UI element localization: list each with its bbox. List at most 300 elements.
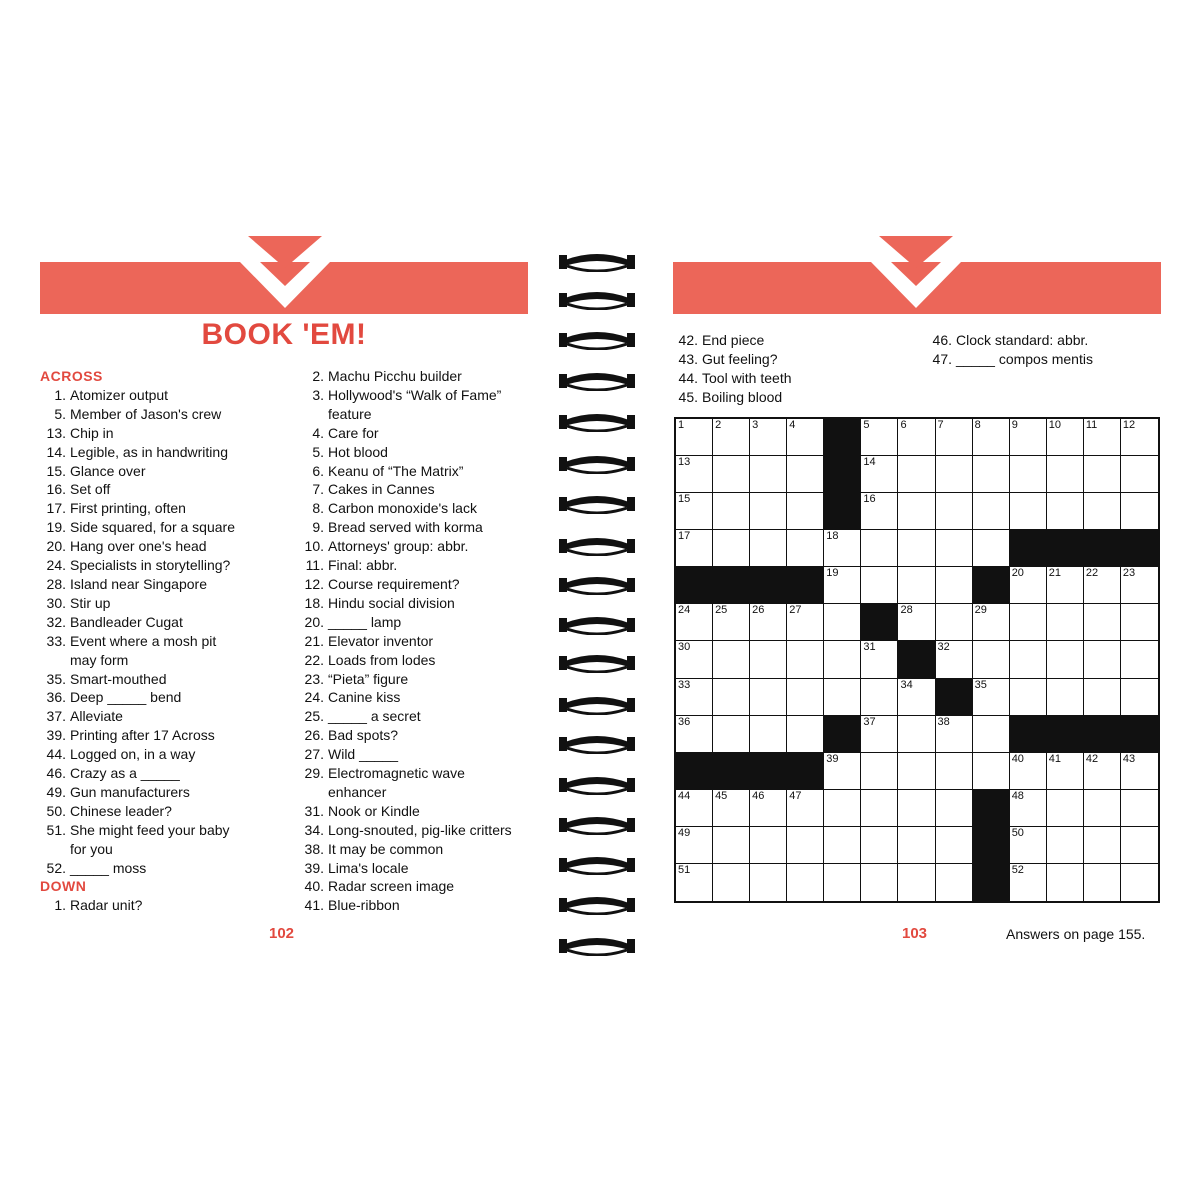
clue-down-27 <box>298 745 528 764</box>
answer-square[interactable] <box>1084 864 1121 901</box>
clue-number: 49. <box>46 783 66 800</box>
clue-text: Elevator inventor <box>328 632 434 649</box>
answer-square[interactable] <box>861 493 898 530</box>
clue-across-32 <box>40 613 280 632</box>
square-number: 31 <box>863 641 876 654</box>
clue-down-11 <box>298 556 528 575</box>
answer-square[interactable] <box>1084 827 1121 864</box>
answer-square[interactable] <box>1047 604 1084 641</box>
clue-number: 31. <box>304 802 324 819</box>
answer-square[interactable] <box>713 641 750 678</box>
answer-square[interactable] <box>1047 864 1084 901</box>
clue-text: Printing after 17 Across <box>70 727 215 744</box>
spiral-ring <box>558 934 636 956</box>
answer-square[interactable] <box>861 827 898 864</box>
answer-square[interactable] <box>898 864 935 901</box>
clue-text: Boiling blood <box>702 388 783 405</box>
answer-square[interactable] <box>1010 790 1047 827</box>
answer-square[interactable] <box>861 641 898 678</box>
answer-square[interactable] <box>1121 567 1158 604</box>
clue-number: 23. <box>304 670 324 687</box>
clue-text: _____ moss <box>70 859 147 876</box>
clue-number: 13. <box>46 424 66 441</box>
clue-text: Stir up <box>70 594 111 611</box>
answer-square[interactable] <box>1047 567 1084 604</box>
black-square <box>898 641 935 678</box>
answer-square[interactable] <box>750 827 787 864</box>
clue-text: Member of Jason's crew <box>70 405 222 422</box>
square-number: 40 <box>1011 752 1024 765</box>
answer-square[interactable] <box>713 456 750 493</box>
answer-square[interactable] <box>750 419 787 456</box>
answer-square[interactable] <box>824 679 861 716</box>
answer-square[interactable] <box>676 827 713 864</box>
answer-square[interactable] <box>787 419 824 456</box>
across-clues-column <box>40 367 280 915</box>
square-number: 48 <box>1011 789 1024 802</box>
answer-square[interactable] <box>936 567 973 604</box>
answer-square[interactable] <box>750 641 787 678</box>
answer-square[interactable] <box>1121 419 1158 456</box>
answer-square[interactable] <box>1084 419 1121 456</box>
clue-number: 45. <box>678 388 698 405</box>
square-number: 34 <box>900 678 913 691</box>
down-clues-column <box>298 367 528 915</box>
black-square <box>973 790 1010 827</box>
clue-down-21 <box>298 632 528 651</box>
answer-square[interactable] <box>936 530 973 567</box>
answer-square[interactable] <box>936 753 973 790</box>
answer-square[interactable] <box>898 456 935 493</box>
clue-text: Long-snouted, pig-like critters <box>328 821 512 838</box>
answer-square[interactable] <box>1047 679 1084 716</box>
answer-square[interactable] <box>1084 641 1121 678</box>
clue-number: 36. <box>46 689 66 706</box>
clue-text: Deep _____ bend <box>70 689 182 706</box>
answer-square[interactable] <box>1121 827 1158 864</box>
clue-text: Bandleader Cugat <box>70 613 183 630</box>
answer-square[interactable] <box>713 790 750 827</box>
black-square <box>936 679 973 716</box>
square-number: 15 <box>678 493 691 506</box>
answer-square[interactable] <box>676 493 713 530</box>
answer-square[interactable] <box>973 493 1010 530</box>
answer-square[interactable] <box>1010 641 1047 678</box>
spiral-ring <box>558 732 636 754</box>
clue-across-35 <box>40 670 280 689</box>
answer-square[interactable] <box>936 641 973 678</box>
answer-square[interactable] <box>1047 827 1084 864</box>
answer-square[interactable] <box>713 493 750 530</box>
clue-number: 10. <box>304 538 324 555</box>
square-number: 26 <box>752 604 765 617</box>
clue-down-7 <box>298 480 528 499</box>
answer-square[interactable] <box>713 604 750 641</box>
clue-number: 44. <box>46 746 66 763</box>
black-square <box>824 419 861 456</box>
answer-square[interactable] <box>898 827 935 864</box>
answer-square[interactable] <box>936 827 973 864</box>
answer-square[interactable] <box>787 679 824 716</box>
clue-text: Set off <box>70 481 111 498</box>
answer-square[interactable] <box>861 419 898 456</box>
answer-square[interactable] <box>898 604 935 641</box>
clue-down-39 <box>298 859 528 878</box>
answer-square[interactable] <box>1047 493 1084 530</box>
answer-square[interactable] <box>861 716 898 753</box>
clue-text: It may be common <box>328 840 444 857</box>
answer-square[interactable] <box>973 753 1010 790</box>
answer-square[interactable] <box>936 419 973 456</box>
clue-number: 6. <box>312 462 324 479</box>
answer-square[interactable] <box>824 827 861 864</box>
clue-across-16 <box>40 480 280 499</box>
clue-number: 2. <box>312 368 324 384</box>
clue-down-47 <box>926 350 1166 369</box>
square-number: 41 <box>1048 752 1062 765</box>
clue-text: “Pieta” figure <box>328 670 409 687</box>
answer-square[interactable] <box>973 641 1010 678</box>
spiral-ring <box>558 893 636 915</box>
answer-square[interactable] <box>1084 753 1121 790</box>
answer-square[interactable] <box>824 567 861 604</box>
answer-square[interactable] <box>824 530 861 567</box>
square-number: 46 <box>752 789 765 802</box>
answer-square[interactable] <box>750 864 787 901</box>
clue-number: 1. <box>54 386 66 403</box>
clue-text: Final: abbr. <box>328 557 398 574</box>
black-square <box>1047 716 1084 753</box>
answer-square[interactable] <box>861 456 898 493</box>
clue-text: Side squared, for a square <box>70 519 235 536</box>
answer-square[interactable] <box>861 753 898 790</box>
clue-number: 17. <box>46 500 66 517</box>
answer-square[interactable] <box>824 604 861 641</box>
clue-number: 52. <box>46 859 66 876</box>
clue-number: 19. <box>46 519 66 536</box>
clue-number: 46. <box>46 765 66 782</box>
spiral-ring <box>558 452 636 474</box>
clue-down-26 <box>298 726 528 745</box>
clue-number: 38. <box>304 840 324 857</box>
clue-across-5 <box>40 405 280 424</box>
square-number: 37 <box>863 715 876 728</box>
clue-number: 5. <box>312 443 324 460</box>
answer-square[interactable] <box>824 753 861 790</box>
answer-square[interactable] <box>1047 790 1084 827</box>
square-number: 44 <box>678 789 691 802</box>
answer-square[interactable] <box>787 716 824 753</box>
answer-square[interactable] <box>676 679 713 716</box>
answer-square[interactable] <box>898 530 935 567</box>
answer-square[interactable] <box>713 827 750 864</box>
clue-text: Canine kiss <box>328 689 401 706</box>
clue-down-45 <box>672 388 912 407</box>
answer-square[interactable] <box>936 493 973 530</box>
answer-square[interactable] <box>750 716 787 753</box>
clue-text: Clock standard: abbr. <box>956 332 1089 348</box>
square-number: 6 <box>900 419 907 431</box>
clue-down-20 <box>298 613 528 632</box>
answer-square[interactable] <box>1084 790 1121 827</box>
answer-square[interactable] <box>898 679 935 716</box>
answer-square[interactable] <box>1121 604 1158 641</box>
answer-square[interactable] <box>1084 456 1121 493</box>
square-number: 20 <box>1011 567 1024 580</box>
answer-square[interactable] <box>973 456 1010 493</box>
answer-square[interactable] <box>1121 493 1158 530</box>
clue-text: Island near Singapore <box>70 575 207 592</box>
clue-number: 24. <box>46 557 66 574</box>
answer-square[interactable] <box>824 864 861 901</box>
answer-square[interactable] <box>1010 567 1047 604</box>
answer-square[interactable] <box>1047 419 1084 456</box>
clue-text: End piece <box>702 332 765 348</box>
right-chevron-icon <box>871 236 961 308</box>
square-number: 24 <box>678 604 691 617</box>
clue-number: 25. <box>304 708 324 725</box>
black-square <box>1084 530 1121 567</box>
answer-square[interactable] <box>936 716 973 753</box>
clue-across-15 <box>40 462 280 481</box>
clue-down-42 <box>672 331 912 350</box>
answer-square[interactable] <box>787 493 824 530</box>
answer-square[interactable] <box>750 790 787 827</box>
answer-square[interactable] <box>787 790 824 827</box>
clue-text: Gut feeling? <box>702 350 778 367</box>
answer-square[interactable] <box>713 679 750 716</box>
square-number: 25 <box>715 604 728 617</box>
spiral-ring <box>558 813 636 835</box>
clue-number: 11. <box>305 557 324 574</box>
clue-down-22 <box>298 651 528 670</box>
answer-square[interactable] <box>861 790 898 827</box>
answer-square[interactable] <box>1121 753 1158 790</box>
answer-square[interactable] <box>787 864 824 901</box>
square-number: 38 <box>937 715 950 728</box>
clue-text: Attorneys' group: abbr. <box>328 538 469 555</box>
clue-across-49 <box>40 783 280 802</box>
answer-square[interactable] <box>1010 604 1047 641</box>
answer-square[interactable] <box>936 456 973 493</box>
answer-square[interactable] <box>713 864 750 901</box>
answer-square[interactable] <box>713 530 750 567</box>
clue-across-52 <box>40 859 280 878</box>
answer-square[interactable] <box>676 641 713 678</box>
clue-text: Loads from lodes <box>328 651 436 668</box>
answer-square[interactable] <box>1084 567 1121 604</box>
clue-text: Radar screen image <box>328 878 455 895</box>
clue-number: 43. <box>678 350 698 367</box>
clue-number: 39. <box>46 727 66 744</box>
clue-down-23 <box>298 670 528 689</box>
clue-text: _____ compos mentis <box>956 350 1093 367</box>
answer-square[interactable] <box>676 790 713 827</box>
square-number: 49 <box>678 826 691 839</box>
clue-text: Chip in <box>70 424 114 441</box>
answer-square[interactable] <box>1084 493 1121 530</box>
clue-down-9 <box>298 518 528 537</box>
answer-square[interactable] <box>1010 753 1047 790</box>
square-number: 5 <box>863 419 870 431</box>
clue-text: Care for <box>328 424 379 441</box>
answer-square[interactable] <box>1121 641 1158 678</box>
clue-text: Hot blood <box>328 443 388 460</box>
answer-square[interactable] <box>898 790 935 827</box>
black-square <box>824 716 861 753</box>
clue-number: 41. <box>304 897 324 914</box>
clue-across-44 <box>40 745 280 764</box>
page-number-right: 103 <box>902 925 928 942</box>
answer-square[interactable] <box>750 456 787 493</box>
answer-square[interactable] <box>750 604 787 641</box>
answer-square[interactable] <box>750 493 787 530</box>
answer-square[interactable] <box>898 419 935 456</box>
clue-down-41 <box>298 896 528 915</box>
answer-square[interactable] <box>861 530 898 567</box>
black-square <box>973 567 1010 604</box>
answer-square[interactable] <box>787 530 824 567</box>
answer-square[interactable] <box>676 604 713 641</box>
square-number: 9 <box>1011 419 1018 431</box>
answer-square[interactable] <box>1010 679 1047 716</box>
clue-text-continued: for you <box>70 840 113 857</box>
spiral-ring <box>558 410 636 432</box>
clue-text: Tool with teeth <box>702 369 792 386</box>
answer-square[interactable] <box>936 790 973 827</box>
black-square <box>1084 716 1121 753</box>
answer-square[interactable] <box>861 567 898 604</box>
answer-square[interactable] <box>1047 641 1084 678</box>
answer-square[interactable] <box>861 679 898 716</box>
clue-text: Electromagnetic wave <box>328 765 465 782</box>
square-number: 52 <box>1011 863 1024 876</box>
answer-square[interactable] <box>1121 456 1158 493</box>
answer-square[interactable] <box>1047 753 1084 790</box>
square-number: 23 <box>1122 567 1136 580</box>
spiral-ring <box>558 492 636 514</box>
answer-square[interactable] <box>936 864 973 901</box>
clue-text: Logged on, in a way <box>70 746 196 763</box>
answer-square[interactable] <box>787 827 824 864</box>
square-number: 13 <box>678 456 691 469</box>
answer-square[interactable] <box>1010 493 1047 530</box>
clue-number: 37. <box>46 708 66 725</box>
answer-square[interactable] <box>676 530 713 567</box>
answer-square[interactable] <box>750 530 787 567</box>
clue-text: Bread served with korma <box>328 519 483 536</box>
answer-square[interactable] <box>973 530 1010 567</box>
answer-square[interactable] <box>676 456 713 493</box>
square-number: 32 <box>937 641 950 654</box>
answer-square[interactable] <box>676 864 713 901</box>
black-square <box>787 753 824 790</box>
square-number: 22 <box>1085 567 1099 580</box>
clue-text: Hindu social division <box>328 594 455 611</box>
square-number: 51 <box>678 863 691 876</box>
answer-square[interactable] <box>1084 679 1121 716</box>
answer-square[interactable] <box>898 753 935 790</box>
clue-text: Blue-ribbon <box>328 897 400 914</box>
clue-number: 7. <box>312 481 324 498</box>
clue-text: Wild _____ <box>328 746 399 763</box>
square-number: 17 <box>678 530 691 543</box>
clue-down-6 <box>298 462 528 481</box>
answer-square[interactable] <box>1121 864 1158 901</box>
answer-square[interactable] <box>1010 419 1047 456</box>
answer-square[interactable] <box>898 567 935 604</box>
answer-square[interactable] <box>1121 790 1158 827</box>
answer-square[interactable] <box>713 716 750 753</box>
answer-square[interactable] <box>1047 456 1084 493</box>
answer-square[interactable] <box>824 790 861 827</box>
square-number: 42 <box>1085 752 1099 765</box>
answer-square[interactable] <box>973 419 1010 456</box>
answer-square[interactable] <box>861 864 898 901</box>
spiral-ring <box>558 534 636 556</box>
crossword-grid <box>674 417 1160 903</box>
answer-square[interactable] <box>973 604 1010 641</box>
clue-down-31 <box>298 802 528 821</box>
page-number-left: 102 <box>269 925 295 942</box>
answer-square[interactable] <box>824 641 861 678</box>
spiral-ring <box>558 651 636 673</box>
square-number: 39 <box>826 752 839 765</box>
clue-down-29 <box>298 764 528 783</box>
answer-square[interactable] <box>787 456 824 493</box>
clue-number: 3. <box>312 386 324 403</box>
answer-square[interactable] <box>750 679 787 716</box>
clue-text: Crazy as a _____ <box>70 765 180 782</box>
clue-number: 14. <box>46 443 66 460</box>
answer-square[interactable] <box>787 604 824 641</box>
clue-text-continued: enhancer <box>328 783 387 800</box>
square-number: 28 <box>900 604 913 617</box>
answer-square[interactable] <box>936 604 973 641</box>
answer-square[interactable] <box>1010 864 1047 901</box>
clue-text: Bad spots? <box>328 727 399 744</box>
square-number: 18 <box>826 530 839 543</box>
clue-across-30 <box>40 594 280 613</box>
answer-square[interactable] <box>973 679 1010 716</box>
clue-across-51 <box>40 821 280 840</box>
answer-square[interactable] <box>1084 604 1121 641</box>
answer-square[interactable] <box>787 641 824 678</box>
answer-square[interactable] <box>1121 679 1158 716</box>
answer-square[interactable] <box>1010 827 1047 864</box>
clue-text: Hang over one's head <box>70 538 207 555</box>
clue-text-continued: may form <box>70 651 129 668</box>
answer-square[interactable] <box>713 419 750 456</box>
answer-square[interactable] <box>898 493 935 530</box>
left-chevron-icon <box>240 236 330 308</box>
black-square <box>1010 530 1047 567</box>
spiral-ring <box>558 369 636 391</box>
clue-number: 4. <box>312 424 324 441</box>
answer-square[interactable] <box>898 716 935 753</box>
clue-across-13 <box>40 424 280 443</box>
clue-number: 35. <box>46 670 66 687</box>
clue-text: Gun manufacturers <box>70 783 190 800</box>
answer-square[interactable] <box>973 716 1010 753</box>
clue-text: First printing, often <box>70 500 186 517</box>
answer-square[interactable] <box>1010 456 1047 493</box>
answer-square[interactable] <box>676 716 713 753</box>
answer-square[interactable] <box>676 419 713 456</box>
clue-number: 20. <box>304 613 324 630</box>
clue-number: 42. <box>678 332 698 348</box>
clue-down-24 <box>298 688 528 707</box>
